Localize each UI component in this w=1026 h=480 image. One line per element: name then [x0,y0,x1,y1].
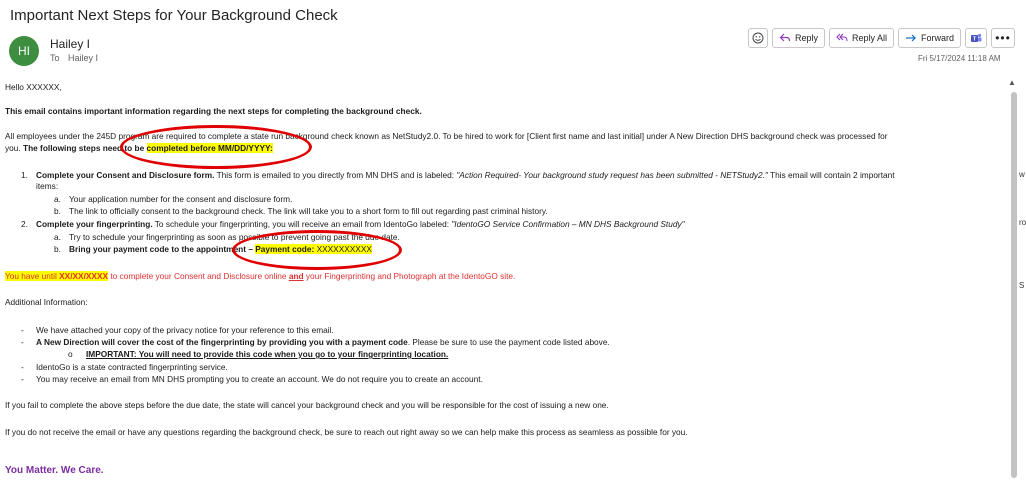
text-span: "IdentoGO Service Confirmation – MN DHS Background Study" [451,219,685,229]
reply-all-icon [836,32,848,44]
bullet: - [21,374,24,384]
recipient-line [50,53,98,63]
list-item: You may receive an email from MN DHS prompting you to create an account. We do not require you to create an account. [36,374,483,384]
intro-text: This email contains important information regarding the next steps for completing the background check. [5,106,422,116]
to-label: To [50,53,60,63]
recipient-name[interactable]: Hailey I [68,53,99,63]
bullet: - [21,337,24,347]
sub-bullet: o [68,349,73,359]
text-span: "Action Required- Your background study request has been submitted - NETStudy2." [456,170,768,180]
teams-button[interactable] [965,28,987,48]
list-item: IMPORTANT: You will need to provide this code when you go to your fingerprinting location. [86,349,449,359]
list-letter: a. [54,232,61,242]
text-span: you. [5,143,23,153]
text-span: . Please be sure to use the payment code listed above. [407,337,610,347]
reply-button[interactable] [772,28,825,48]
list-item: We have attached your copy of the privacy notice for your reference to this email. [36,325,334,335]
edge-fragment: ro [1019,218,1026,227]
signature-tagline: You Matter. We Care. [5,465,104,476]
list-item [36,337,610,348]
deadline-date: XX/XX/XXXX [59,271,109,281]
text-span: XXXXXXXXXX [314,244,372,254]
deadline-line [5,271,515,282]
emoji-button[interactable] [748,28,768,48]
text-span: This email will contain 2 important [767,170,895,180]
text-span: You have until [5,271,60,281]
list-item: Your application number for the consent and disclosure form. [69,194,293,204]
text-span: To schedule your fingerprinting, you will receive an email from IdentoGo labeled: [152,219,452,229]
text-span: This form is emailed to you directly from MN DHS and is labeled: [214,170,457,180]
highlighted-deadline: completed before MM/DD/YYYY: [146,143,273,153]
reply-all-button[interactable] [829,28,894,48]
reply-icon [779,32,791,44]
list-letter: b. [54,244,61,254]
avatar[interactable]: HI [9,36,39,66]
list-item [36,219,685,230]
paragraph-line: All employees under the 245D program are required to complete a state run background check known as NetStudy2.0. To be hired to work for [Client first name and last initial] under A New Direction DHS background check was processed for [5,131,888,141]
scroll-up-icon[interactable]: ▲ [1008,78,1016,87]
bullet: - [21,325,24,335]
list-item: The link to officially consent to the background check. The link will take you to a short form to fill out regarding past criminal history. [69,206,548,216]
sender-name[interactable]: Hailey I [50,37,91,51]
text-span: Bring your payment code to the appointment – [69,244,256,254]
email-subject: Important Next Steps for Your Background Check [10,7,338,24]
forward-label: Forward [921,33,955,43]
text-span: Complete your fingerprinting. [36,219,153,229]
list-item: Try to schedule your fingerprinting as soon as possible to prevent going past the due date. [69,232,400,242]
paragraph: If you fail to complete the above steps before the due date, the state will cancel your background check and you will be responsible for the cost of issuing a new one. [5,400,609,410]
text-span: your Fingerprinting and Photograph at the IdentoGO site. [303,271,516,281]
greeting: Hello XXXXXX, [5,82,62,92]
paragraph: If you do not receive the email or have any questions regarding the background check, be sure to reach out right away so we can help make this process as seamless as possible for you. [5,427,688,437]
more-actions-button[interactable]: ••• [991,28,1015,48]
section-heading: Additional Information: [5,297,88,307]
annotation-ring [232,230,402,270]
svg-text:T: T [972,36,977,43]
list-number: 1. [21,170,28,180]
bullet: - [21,362,24,372]
list-letter: b. [54,206,61,216]
text-span: Complete your Consent and Disclosure form. [36,170,215,180]
forward-icon [905,32,917,44]
teams-icon [970,32,982,44]
sent-datetime: Fri 5/17/2024 11:18 AM [918,54,1001,63]
scrollbar-thumb[interactable] [1011,92,1017,478]
list-item-continuation: items: [36,181,59,191]
text-span: and [288,271,304,281]
list-item: IdentoGo is a state contracted fingerprinting service. [36,362,228,372]
list-number: 2. [21,219,28,229]
forward-button[interactable] [898,28,961,48]
reply-all-label: Reply All [852,33,888,43]
annotation-ring [120,125,312,169]
emoji-icon [752,32,764,44]
edge-fragment: S [1019,281,1025,290]
list-item [36,170,895,181]
message-actions [748,28,1015,48]
text-span: Payment code: [255,244,315,254]
reply-label: Reply [795,33,819,43]
list-letter: a. [54,194,61,204]
text-span: A New Direction will cover the cost of the fingerprinting by providing you with a payment code [36,337,408,347]
edge-fragment: w [1019,170,1025,179]
text-span: The following steps need to be [23,143,147,153]
text-span: to complete your Consent and Disclosure online [108,271,289,281]
